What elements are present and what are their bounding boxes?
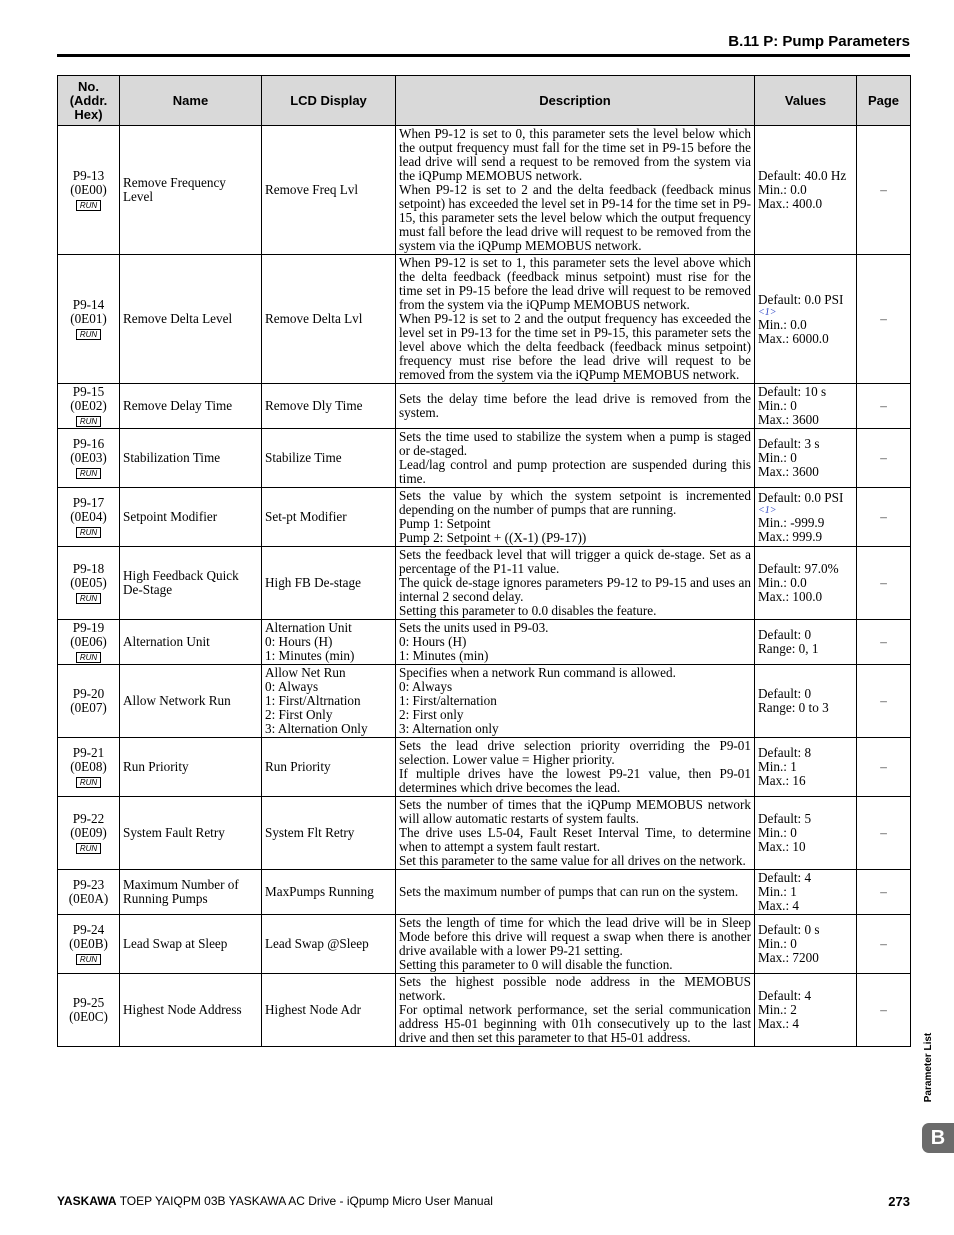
value-range: Min.: 0 Max.: 7200	[758, 936, 819, 965]
page-ref: –	[857, 738, 911, 797]
table-row	[58, 738, 911, 797]
param-address: (0E0C)	[69, 1009, 108, 1024]
footer-doc: TOEP YAIQPM 03B YASKAWA AC Drive - iQpump Micro User Manual	[116, 1194, 493, 1208]
param-values	[755, 547, 857, 620]
default-value: Default: 0.0 PSI	[758, 291, 844, 307]
param-values	[755, 870, 857, 915]
param-values	[755, 915, 857, 974]
value-range: Range: 0 to 3	[758, 700, 829, 715]
table-row	[58, 870, 911, 915]
param-number-cell	[58, 384, 120, 429]
param-description: Sets the units used in P9-03. 0: Hours (H) 1: Minutes (min)	[396, 620, 755, 665]
param-description: When P9-12 is set to 0, this parameter sets the level below which the output frequency must fall for the time set in P9-15 before the lead drive will send a request to be removed from the system via the iQPump MEMOBUS network. When P9-12 is set to 2 and the delta feedback (feedback minus setpoint) has exceeded the level set in P9-14 for the time set in P9-15, this parameter sets the level below which the output frequency must fall before the lead drive will request to be removed from the system via the iQPump MEMOBUS network.	[396, 126, 755, 255]
lcd-display: Allow Net Run 0: Always 1: First/Altrnation 2: First Only 3: Alternation Only	[262, 665, 396, 738]
table-row	[58, 255, 911, 384]
lcd-display: Remove Freq Lvl	[262, 126, 396, 255]
param-name: Maximum Number of Running Pumps	[120, 870, 262, 915]
param-address: (0E01)	[70, 311, 107, 326]
lcd-display: Remove Delta Lvl	[262, 255, 396, 384]
param-values	[755, 255, 857, 384]
param-description: Specifies when a network Run command is allowed. 0: Always 1: First/alternation 2: First only 3: Alternation only	[396, 665, 755, 738]
default-value: Default: 4	[758, 870, 812, 885]
lcd-display: Set-pt Modifier	[262, 488, 396, 547]
table-row	[58, 915, 911, 974]
param-number-cell	[58, 547, 120, 620]
param-address: (0E0B)	[69, 936, 108, 951]
param-values	[755, 738, 857, 797]
param-address: (0E02)	[70, 398, 107, 413]
page-ref: –	[857, 126, 911, 255]
value-range: Min.: -999.9 Max.: 999.9	[758, 514, 825, 544]
param-id: P9-20	[72, 686, 105, 701]
param-number-cell	[58, 429, 120, 488]
param-name: Highest Node Address	[120, 974, 262, 1047]
footer-brand: YASKAWA	[57, 1194, 117, 1208]
param-address: (0E08)	[70, 759, 107, 774]
param-number-cell	[58, 255, 120, 384]
run-badge: RUN	[76, 527, 101, 538]
page-ref: –	[857, 974, 911, 1047]
param-id: P9-14	[72, 297, 105, 312]
param-values	[755, 665, 857, 738]
lcd-display: System Flt Retry	[262, 797, 396, 870]
page-ref: –	[857, 797, 911, 870]
header-lcd-display: LCD Display	[262, 76, 396, 126]
param-id: P9-24	[72, 922, 105, 937]
lcd-display: MaxPumps Running	[262, 870, 396, 915]
value-range: Min.: 2 Max.: 4	[758, 1002, 800, 1031]
table-row	[58, 488, 911, 547]
param-description: Sets the length of time for which the lead drive will be in Sleep Mode before this drive will request a swap when there is another drive available with a lower P9-21 setting. Setting this parameter to 0 will disable the function.	[396, 915, 755, 974]
value-range: Min.: 1 Max.: 4	[758, 884, 800, 913]
param-number-cell	[58, 974, 120, 1047]
default-value: Default: 40.0 Hz	[758, 168, 847, 183]
param-values	[755, 429, 857, 488]
value-range: Min.: 0 Max.: 3600	[758, 398, 819, 427]
lcd-display: Highest Node Adr	[262, 974, 396, 1047]
page-number: 273	[888, 1194, 910, 1209]
value-range: Min.: 0.0 Max.: 100.0	[758, 575, 823, 604]
page-ref: –	[857, 488, 911, 547]
lcd-display: High FB De-stage	[262, 547, 396, 620]
lcd-display: Stabilize Time	[262, 429, 396, 488]
param-id: P9-19	[72, 620, 105, 635]
param-name: Lead Swap at Sleep	[120, 915, 262, 974]
param-id: P9-22	[72, 811, 105, 826]
param-name: Remove Frequency Level	[120, 126, 262, 255]
default-value: Default: 3 s	[758, 436, 820, 451]
param-description: Sets the value by which the system setpoint is incremented depending on the number of pumps that are running. Pump 1: Setpoint Pump 2: Setpoint + ((X-1) (P9-17))	[396, 488, 755, 547]
param-id: P9-21	[72, 745, 105, 760]
param-name: Alternation Unit	[120, 620, 262, 665]
param-number-cell	[58, 738, 120, 797]
param-id: P9-18	[72, 561, 105, 576]
appendix-tab: B	[922, 1123, 954, 1153]
run-badge: RUN	[76, 416, 101, 427]
run-badge: RUN	[76, 329, 101, 340]
param-id: P9-15	[72, 384, 105, 399]
param-number-cell	[58, 488, 120, 547]
page-ref: –	[857, 255, 911, 384]
param-values	[755, 974, 857, 1047]
param-values	[755, 620, 857, 665]
param-id: P9-25	[72, 995, 105, 1010]
lcd-display: Run Priority	[262, 738, 396, 797]
table-row	[58, 384, 911, 429]
param-address: (0E07)	[70, 700, 107, 715]
default-value: Default: 0	[758, 627, 812, 642]
param-description: Sets the maximum number of pumps that can run on the system.	[396, 870, 755, 915]
table-header-row	[58, 76, 911, 126]
page-ref: –	[857, 429, 911, 488]
param-number-cell	[58, 915, 120, 974]
param-name: Stabilization Time	[120, 429, 262, 488]
param-description: When P9-12 is set to 1, this parameter sets the level above which the delta feedback (feedback minus setpoint) must rise for the time set in P9-15 before the lead drive will request to be removed from the system via the iQPump MEMOBUS network. When P9-12 is set to 2 and the output frequency has exceeded the level set in P9-13 for the time set in P9-15, this parameter sets the level above which the delta feedback (feedback minus setpoint) frequency must rise before the lead drive will request to be removed from the system via the iQPump MEMOBUS network.	[396, 255, 755, 384]
header-name: Name	[120, 76, 262, 126]
value-range: Range: 0, 1	[758, 641, 819, 656]
param-values	[755, 797, 857, 870]
default-value: Default: 0.0 PSI	[758, 489, 844, 505]
page-ref: –	[857, 915, 911, 974]
default-value: Default: 10 s	[758, 384, 827, 399]
default-value: Default: 5	[758, 811, 812, 826]
param-description: Sets the highest possible node address in the MEMOBUS network. For optimal network performance, set the serial communication address H5-01 beginning with 01h consecutively up to the last drive and then set this parameter to that H5-01 address.	[396, 974, 755, 1047]
value-range: Min.: 1 Max.: 16	[758, 759, 806, 788]
value-range: Min.: 0.0 Max.: 400.0	[758, 182, 823, 211]
table-row	[58, 547, 911, 620]
param-number-cell	[58, 126, 120, 255]
run-badge: RUN	[76, 777, 101, 788]
value-range: Min.: 0 Max.: 10	[758, 825, 806, 854]
default-value: Default: 8	[758, 745, 812, 760]
param-values	[755, 488, 857, 547]
param-description: Sets the time used to stabilize the system when a pump is staged or de-staged. Lead/lag control and pump protection are suspended during this time.	[396, 429, 755, 488]
param-name: Setpoint Modifier	[120, 488, 262, 547]
param-address: (0E05)	[70, 575, 107, 590]
param-address: (0E09)	[70, 825, 107, 840]
param-address: (0E00)	[70, 182, 107, 197]
value-range: Min.: 0 Max.: 3600	[758, 450, 819, 479]
param-description: Sets the lead drive selection priority overriding the P9-01 selection. Lower value = Higher priority. If multiple drives have the lowest P9-21 value, then P9-01 determines which drive becomes the lead.	[396, 738, 755, 797]
note-reference: <1>	[758, 504, 777, 516]
footer-doc-title	[57, 1194, 493, 1208]
default-value: Default: 4	[758, 988, 812, 1003]
header-page: Page	[857, 76, 911, 126]
run-badge: RUN	[76, 468, 101, 479]
param-name: Allow Network Run	[120, 665, 262, 738]
header-rule	[57, 54, 910, 57]
header-no: No. (Addr. Hex)	[58, 76, 120, 126]
param-number-cell	[58, 620, 120, 665]
param-number-cell	[58, 797, 120, 870]
table-row	[58, 797, 911, 870]
param-address: (0E03)	[70, 450, 107, 465]
table-body	[58, 126, 911, 1047]
table-row	[58, 126, 911, 255]
parameter-table	[57, 75, 911, 1047]
param-id: P9-16	[72, 436, 105, 451]
default-value: Default: 0 s	[758, 922, 820, 937]
param-id: P9-17	[72, 495, 105, 510]
param-id: P9-13	[72, 168, 105, 183]
param-name: Remove Delay Time	[120, 384, 262, 429]
page-ref: –	[857, 384, 911, 429]
param-name: High Feedback Quick De-Stage	[120, 547, 262, 620]
page-ref: –	[857, 665, 911, 738]
table-row	[58, 665, 911, 738]
run-badge: RUN	[76, 843, 101, 854]
page-ref: –	[857, 547, 911, 620]
param-description: Sets the delay time before the lead drive is removed from the system.	[396, 384, 755, 429]
page-ref: –	[857, 620, 911, 665]
side-tab-label: Parameter List	[923, 1032, 935, 1103]
param-name: Run Priority	[120, 738, 262, 797]
param-number-cell	[58, 665, 120, 738]
param-number-cell	[58, 870, 120, 915]
page-ref: –	[857, 870, 911, 915]
param-values	[755, 384, 857, 429]
param-description: Sets the number of times that the iQPump MEMOBUS network will allow automatic restarts of system faults. The drive uses L5-04, Fault Reset Interval Time, to determine when to attempt a system fault restart. Set this parameter to the same value for all drives on the network.	[396, 797, 755, 870]
run-badge: RUN	[76, 652, 101, 663]
table-row	[58, 974, 911, 1047]
param-name: Remove Delta Level	[120, 255, 262, 384]
lcd-display: Lead Swap @Sleep	[262, 915, 396, 974]
param-address: (0E06)	[70, 634, 107, 649]
lcd-display: Remove Dly Time	[262, 384, 396, 429]
value-range: Min.: 0.0 Max.: 6000.0	[758, 316, 829, 346]
param-name: System Fault Retry	[120, 797, 262, 870]
header-values: Values	[755, 76, 857, 126]
param-address: (0E0A)	[68, 891, 109, 906]
note-reference: <1>	[758, 306, 777, 318]
run-badge: RUN	[76, 593, 101, 604]
default-value: Default: 0	[758, 686, 812, 701]
param-id: P9-23	[72, 877, 105, 892]
section-title: B.11 P: Pump Parameters	[728, 33, 910, 50]
default-value: Default: 97.0%	[758, 561, 839, 576]
run-badge: RUN	[76, 954, 101, 965]
param-values	[755, 126, 857, 255]
table-row	[58, 620, 911, 665]
param-description: Sets the feedback level that will trigger a quick de-stage. Set as a percentage of the P1-11 value. The quick de-stage ignores parameters P9-12 to P9-15 and uses an internal 2 second delay. Setting this parameter to 0.0 disables the feature.	[396, 547, 755, 620]
lcd-display: Alternation Unit 0: Hours (H) 1: Minutes (min)	[262, 620, 396, 665]
param-address: (0E04)	[70, 509, 107, 524]
run-badge: RUN	[76, 200, 101, 211]
table-row	[58, 429, 911, 488]
header-description: Description	[396, 76, 755, 126]
